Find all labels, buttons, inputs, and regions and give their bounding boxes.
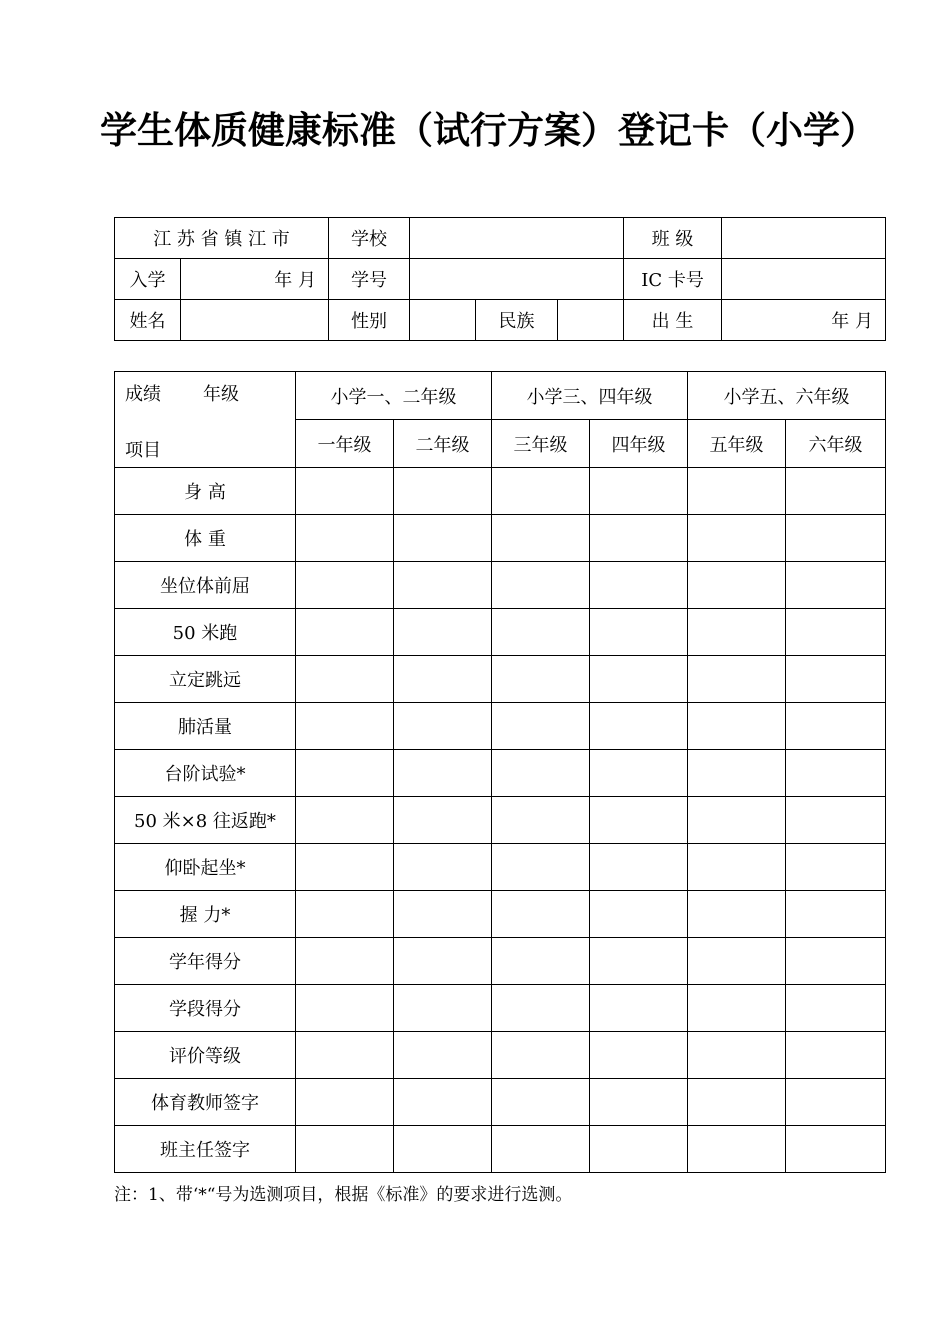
score-cell[interactable] <box>786 468 886 515</box>
score-cell[interactable] <box>590 844 688 891</box>
score-cell[interactable] <box>492 891 590 938</box>
score-cell[interactable] <box>786 1079 886 1126</box>
score-cell[interactable] <box>296 1032 394 1079</box>
table-row <box>115 938 886 985</box>
grade-header: 六年级 <box>786 420 886 468</box>
score-cell[interactable] <box>590 938 688 985</box>
score-cell[interactable] <box>688 891 786 938</box>
score-cell[interactable] <box>296 797 394 844</box>
student-no-field[interactable] <box>410 259 624 300</box>
score-cell[interactable] <box>492 703 590 750</box>
table-row <box>115 797 886 844</box>
score-cell[interactable] <box>786 1032 886 1079</box>
score-cell[interactable] <box>590 609 688 656</box>
score-cell[interactable] <box>688 562 786 609</box>
score-cell[interactable] <box>590 515 688 562</box>
score-cell[interactable] <box>590 891 688 938</box>
score-cell[interactable] <box>394 1079 492 1126</box>
table-row <box>115 1079 886 1126</box>
score-cell[interactable] <box>492 1126 590 1173</box>
score-cell[interactable] <box>786 609 886 656</box>
item-label: 坐位体前屈 <box>115 562 296 609</box>
score-cell[interactable] <box>394 891 492 938</box>
school-field[interactable] <box>410 218 624 259</box>
score-cell[interactable] <box>590 750 688 797</box>
class-label: 班 级 <box>624 218 722 259</box>
table-row <box>115 703 886 750</box>
birth-label: 出 生 <box>624 300 722 341</box>
item-label: 体 重 <box>115 515 296 562</box>
student-info-table <box>114 217 886 341</box>
score-cell[interactable] <box>786 985 886 1032</box>
score-cell[interactable] <box>394 515 492 562</box>
score-cell[interactable] <box>296 1079 394 1126</box>
score-cell[interactable] <box>786 797 886 844</box>
score-cell[interactable] <box>296 609 394 656</box>
table-row <box>115 1126 886 1173</box>
item-label: 身 高 <box>115 468 296 515</box>
score-cell[interactable] <box>688 844 786 891</box>
score-cell[interactable] <box>492 515 590 562</box>
gender-label: 性别 <box>329 300 410 341</box>
score-cell[interactable] <box>786 750 886 797</box>
score-cell[interactable] <box>590 468 688 515</box>
score-cell[interactable] <box>590 656 688 703</box>
name-label: 姓名 <box>115 300 181 341</box>
score-cell[interactable] <box>394 609 492 656</box>
item-label: 班主任签字 <box>115 1126 296 1173</box>
item-label: 仰卧起坐* <box>115 844 296 891</box>
score-cell[interactable] <box>296 938 394 985</box>
grade-header: 四年级 <box>590 420 688 468</box>
corner-score-label: 成绩 <box>125 384 161 405</box>
score-cell[interactable] <box>590 1126 688 1173</box>
ethnicity-field[interactable] <box>558 300 624 341</box>
score-cell[interactable] <box>394 985 492 1032</box>
school-label: 学校 <box>329 218 410 259</box>
score-cell[interactable] <box>492 1032 590 1079</box>
score-cell[interactable] <box>492 938 590 985</box>
score-cell[interactable] <box>492 750 590 797</box>
score-cell[interactable] <box>786 938 886 985</box>
grade-header: 三年级 <box>492 420 590 468</box>
score-cell[interactable] <box>492 1079 590 1126</box>
score-cell[interactable] <box>394 703 492 750</box>
score-cell[interactable] <box>296 750 394 797</box>
grade-header: 一年级 <box>296 420 394 468</box>
score-cell[interactable] <box>296 844 394 891</box>
score-cell[interactable] <box>590 797 688 844</box>
corner-item-label: 项目 <box>125 440 161 461</box>
score-cell[interactable] <box>296 656 394 703</box>
table-row <box>115 609 886 656</box>
table-row <box>115 468 886 515</box>
score-cell[interactable] <box>688 1079 786 1126</box>
table-row <box>115 891 886 938</box>
group-header: 小学五、六年级 <box>688 372 886 420</box>
score-cell[interactable] <box>296 562 394 609</box>
score-cell[interactable] <box>394 468 492 515</box>
score-cell[interactable] <box>492 656 590 703</box>
table-row <box>115 515 886 562</box>
score-cell[interactable] <box>688 797 786 844</box>
score-cell[interactable] <box>394 938 492 985</box>
table-row <box>115 656 886 703</box>
footnote: 注：1、带‘*“号为选测项目，根据《标准》的要求进行选测。 <box>114 1185 573 1205</box>
enroll-field[interactable]: 年 月 <box>181 259 329 300</box>
score-cell[interactable] <box>688 938 786 985</box>
score-cell[interactable] <box>786 891 886 938</box>
item-label: 50 米跑 <box>115 609 296 656</box>
region-cell: 江 苏 省 镇 江 市 <box>115 218 329 259</box>
item-label: 学段得分 <box>115 985 296 1032</box>
score-cell[interactable] <box>296 515 394 562</box>
score-cell[interactable] <box>688 750 786 797</box>
item-label: 握 力* <box>115 891 296 938</box>
score-cell[interactable] <box>786 844 886 891</box>
grade-header: 五年级 <box>688 420 786 468</box>
score-cell[interactable] <box>394 656 492 703</box>
enroll-label: 入学 <box>115 259 181 300</box>
score-cell[interactable] <box>590 562 688 609</box>
score-cell[interactable] <box>394 844 492 891</box>
item-label: 台阶试验* <box>115 750 296 797</box>
table-row <box>115 844 886 891</box>
score-cell[interactable] <box>492 562 590 609</box>
table-row <box>115 985 886 1032</box>
corner-header <box>115 372 296 468</box>
name-field[interactable] <box>181 300 329 341</box>
score-cell[interactable] <box>590 1079 688 1126</box>
page-title: 学生体质健康标准（试行方案）登记卡（小学） <box>100 109 877 152</box>
score-cell[interactable] <box>492 609 590 656</box>
table-row <box>115 750 886 797</box>
group-header: 小学一、二年级 <box>296 372 492 420</box>
score-cell[interactable] <box>296 468 394 515</box>
score-cell[interactable] <box>296 985 394 1032</box>
score-cell[interactable] <box>688 609 786 656</box>
score-cell[interactable] <box>492 844 590 891</box>
item-label: 立定跳远 <box>115 656 296 703</box>
score-cell[interactable] <box>394 750 492 797</box>
table-row <box>115 1032 886 1079</box>
score-cell[interactable] <box>688 1032 786 1079</box>
score-cell[interactable] <box>590 1032 688 1079</box>
gender-field[interactable] <box>410 300 476 341</box>
item-label: 肺活量 <box>115 703 296 750</box>
ic-card-label: IC 卡号 <box>624 259 722 300</box>
ethnicity-label: 民族 <box>476 300 558 341</box>
score-cell[interactable] <box>786 703 886 750</box>
score-cell[interactable] <box>394 1032 492 1079</box>
score-cell[interactable] <box>296 703 394 750</box>
item-label: 学年得分 <box>115 938 296 985</box>
ic-card-field[interactable] <box>722 259 886 300</box>
score-cell[interactable] <box>688 1126 786 1173</box>
score-cell[interactable] <box>786 1126 886 1173</box>
score-cell[interactable] <box>296 1126 394 1173</box>
corner-grade-label: 年级 <box>203 384 239 405</box>
student-no-label: 学号 <box>329 259 410 300</box>
item-label: 评价等级 <box>115 1032 296 1079</box>
grade-header: 二年级 <box>394 420 492 468</box>
score-cell[interactable] <box>394 797 492 844</box>
class-field[interactable] <box>722 218 886 259</box>
table-row <box>115 562 886 609</box>
score-cell[interactable] <box>394 1126 492 1173</box>
score-cell[interactable] <box>492 797 590 844</box>
score-cell[interactable] <box>688 703 786 750</box>
score-cell[interactable] <box>688 515 786 562</box>
score-cell[interactable] <box>590 985 688 1032</box>
score-cell[interactable] <box>688 656 786 703</box>
birth-field[interactable]: 年 月 <box>722 300 886 341</box>
score-cell[interactable] <box>590 703 688 750</box>
item-label: 50 米×8 往返跑* <box>115 797 296 844</box>
scores-table <box>114 371 886 1173</box>
score-cell[interactable] <box>296 891 394 938</box>
score-cell[interactable] <box>394 562 492 609</box>
group-header: 小学三、四年级 <box>492 372 688 420</box>
item-label: 体育教师签字 <box>115 1079 296 1126</box>
score-cell[interactable] <box>492 985 590 1032</box>
score-cell[interactable] <box>492 468 590 515</box>
score-cell[interactable] <box>688 985 786 1032</box>
score-cell[interactable] <box>688 468 786 515</box>
score-cell[interactable] <box>786 562 886 609</box>
score-cell[interactable] <box>786 515 886 562</box>
score-cell[interactable] <box>786 656 886 703</box>
